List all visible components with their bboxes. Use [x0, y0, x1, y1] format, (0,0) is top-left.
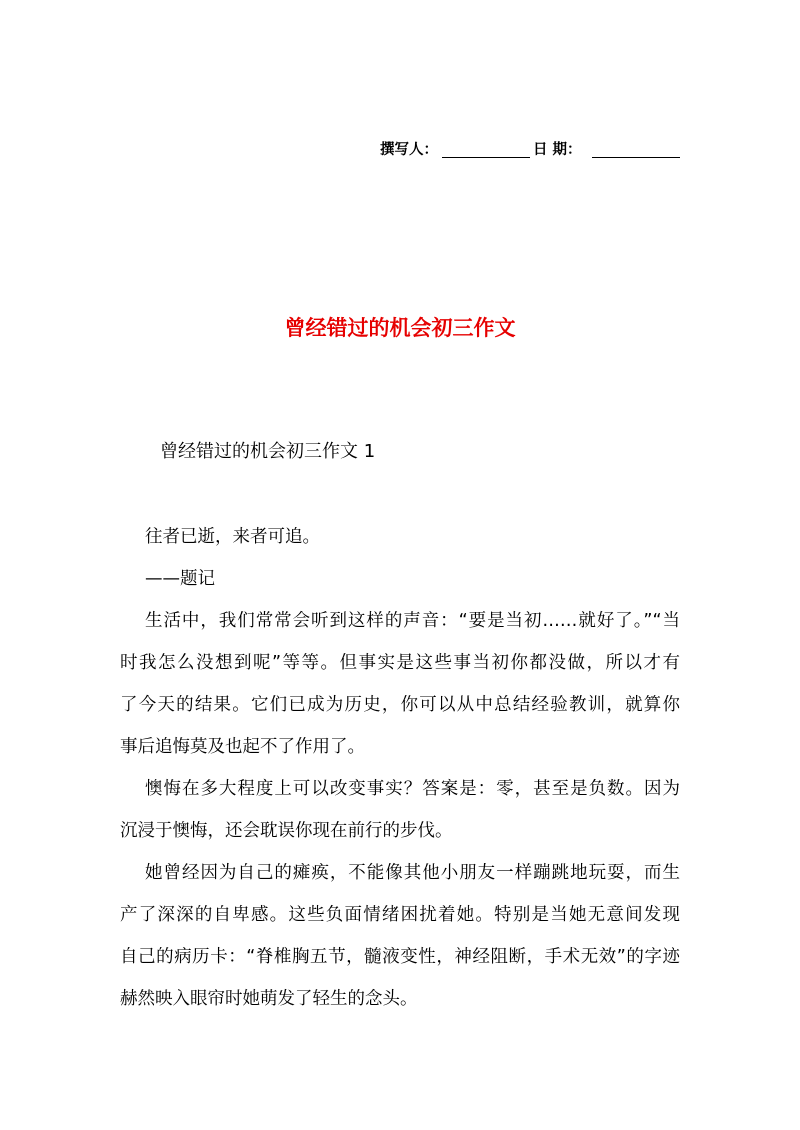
paragraph-line: 懊悔在多大程度上可以改变事实？答案是：零，甚至是负数。因为 — [145, 779, 680, 799]
paragraph-line: ——题记 — [145, 569, 215, 589]
paragraph-line: 她曾经因为自己的瘫痪，不能像其他小朋友一样蹦跳地玩耍，而生 — [145, 863, 680, 883]
author-label: 撰写人： — [380, 142, 438, 158]
date-blank-line — [592, 141, 680, 158]
paragraph-line: 沉浸于懊悔，还会耽误你现在前行的步伐。 — [120, 821, 453, 841]
date-label: 日 期： — [533, 142, 582, 158]
paragraph-line: 自己的病历卡：“脊椎胸五节，髓液变性，神经阻断，手术无效”的字迹 — [120, 947, 680, 967]
paragraph-line: 生活中，我们常常会听到这样的声音：“要是当初……就好了。”“当 — [145, 611, 680, 631]
author-blank-line — [442, 141, 530, 158]
paragraph — [120, 768, 680, 852]
document-title: 曾经错过的机会初三作文 — [284, 316, 516, 340]
paragraph-epigraph — [120, 516, 680, 558]
paragraph — [120, 852, 680, 1020]
paragraph-line: 赫然映入眼帘时她萌发了轻生的念头。 — [120, 989, 418, 1009]
paragraph — [120, 600, 680, 768]
paragraph-line: 时我怎么没想到呢”等等。但事实是这些事当初你都没做，所以才有 — [120, 653, 680, 673]
essay-body — [120, 516, 680, 1020]
paragraph-epigraph-attribution — [120, 558, 680, 600]
paragraph-line: 往者已逝，来者可追。 — [145, 527, 320, 547]
paragraph-line: 事后追悔莫及也起不了作用了。 — [120, 737, 365, 757]
essay-subtitle: 曾经错过的机会初三作文 1 — [160, 441, 376, 462]
paragraph-line: 了今天的结果。它们已成为历史，你可以从中总结经验教训，就算你 — [120, 695, 680, 715]
paragraph-line: 产了深深的自卑感。这些负面情绪困扰着她。特别是当她无意间发现 — [120, 905, 680, 925]
